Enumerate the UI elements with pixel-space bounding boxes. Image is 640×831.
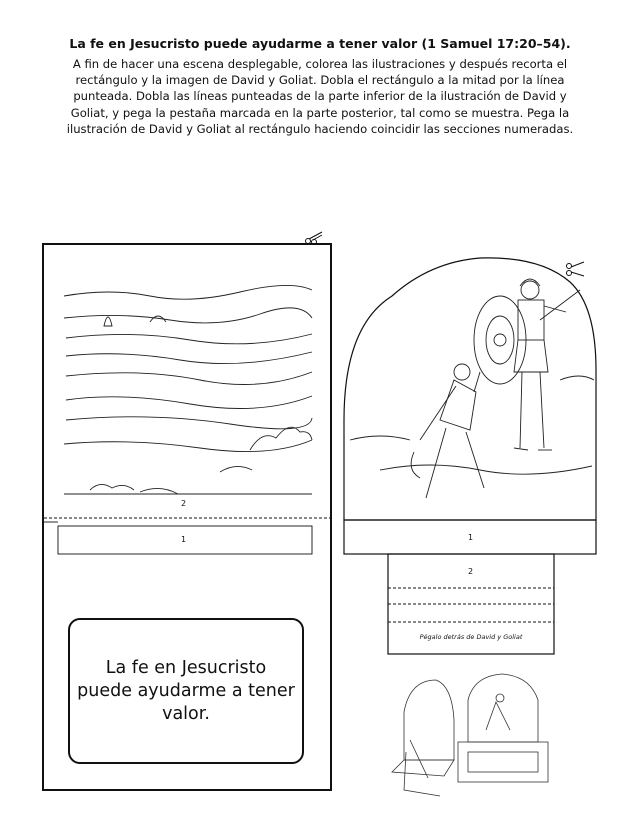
section-2-label-right: 2	[468, 567, 474, 576]
scissors-icon	[306, 232, 323, 245]
landscape-illustration	[64, 285, 312, 494]
faith-message-box	[68, 618, 304, 764]
david-goliath-illustration	[350, 279, 594, 498]
page-title: La fe en Jesucristo puede ayudarme a tener valor (1 Samuel 17:20–54).	[69, 36, 571, 51]
section-2-label-left: 2	[181, 499, 187, 508]
scissors-icon	[567, 262, 585, 276]
faith-message-text: La fe en Jesucristo puede ayudarme a tener valor.	[77, 657, 295, 724]
section-1-label-right: 1	[468, 533, 474, 542]
section-1-label-left: 1	[181, 535, 187, 544]
instructions-text: A fin de hacer una escena desplegable, colorea las ilustraciones y después recorta el rectángulo y la imagen de David y Goliat. Dobla el rectángulo a la mitad por la línea punteada. Dobla las líneas punteadas de la parte inferior de la ilustración de David y Goliat, y pega la pestaña marcada en la parte posterior, tal como se muestra. Pega la ilustración de David y Goliat al rectángulo haciendo coincidir las secciones numeradas.	[66, 57, 574, 136]
assembly-example-illustration	[392, 674, 548, 796]
back-tab-label: Pégalo detrás de David y Goliat	[419, 633, 523, 641]
